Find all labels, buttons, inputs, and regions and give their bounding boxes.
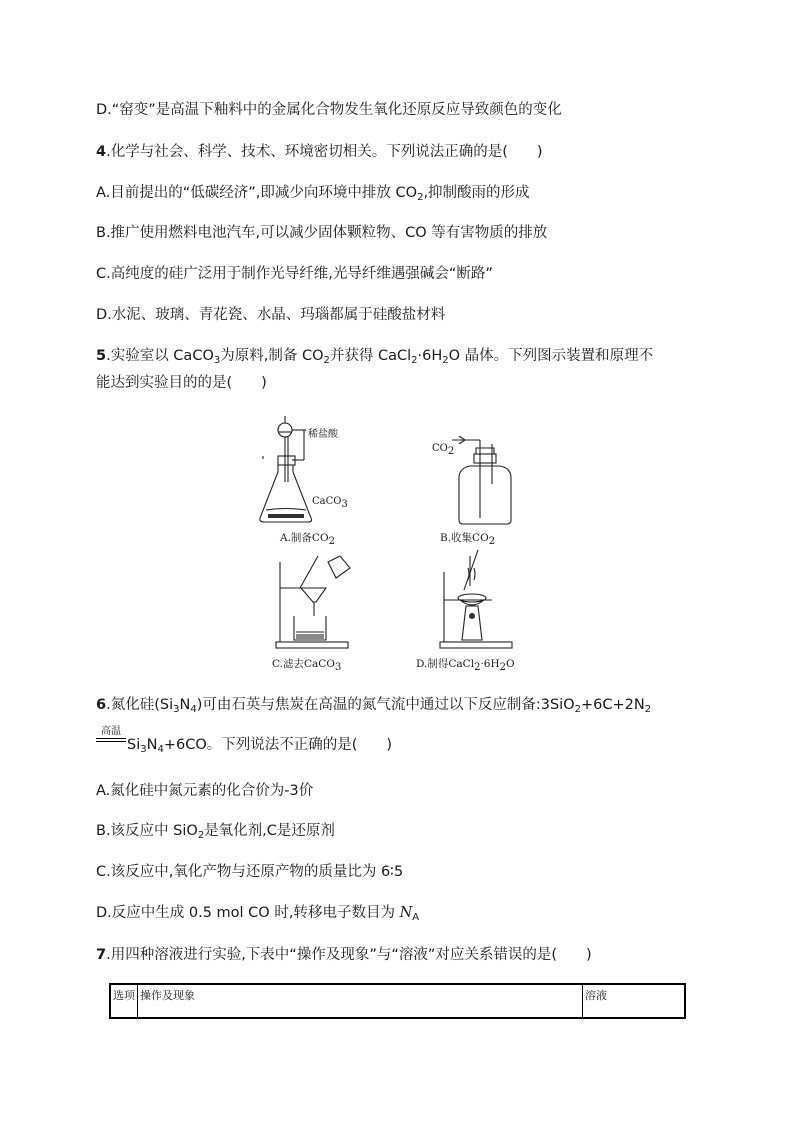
label-dilute-hcl: 稀盐酸 <box>308 429 338 440</box>
caption-a <box>280 530 335 545</box>
q6-option-d <box>96 903 419 923</box>
q6-stem-d: +6C+2N <box>581 697 645 713</box>
subscript: 2 <box>447 446 455 457</box>
header-solution: 溶液 <box>583 984 686 1018</box>
subscript: 2 <box>574 704 581 715</box>
caption-c <box>272 656 341 671</box>
q5-number: 5 <box>96 348 107 364</box>
q7-number: 7 <box>96 947 107 963</box>
q5-stem-a: .实验室以 CaCO <box>106 348 214 364</box>
q4-option-b: B.推广使用燃料电池汽车,可以减少固体颗粒物、CO 等有害物质的排放 <box>96 225 548 241</box>
label-co2-inlet <box>432 443 455 457</box>
subscript: 3 <box>341 499 348 510</box>
q5-stem-line2: 能达到实验目的的是( ) <box>96 375 267 391</box>
q6-stem-b: N <box>179 697 191 713</box>
q6-line2-a: Si <box>127 737 141 753</box>
subscript: 3 <box>173 704 180 715</box>
subscript: 2 <box>417 192 424 203</box>
caption-d-tail: O <box>506 658 515 670</box>
q4-option-c: C.高纯度的硅广泛用于制作光导纤维,光导纤维遇强碱会“断路” <box>96 266 493 282</box>
header-operation: 操作及现象 <box>138 984 583 1018</box>
caption-b-text: B.收集CO <box>440 532 489 544</box>
subscript: 2 <box>323 355 330 366</box>
subscript: 2 <box>474 662 481 673</box>
q6-number: 6 <box>96 697 107 713</box>
q4-option-a-text: A.目前提出的“低碳经济”,即减少向环境中排放 CO <box>96 185 418 201</box>
equals-sign <box>96 738 126 742</box>
q7-stem <box>96 945 592 965</box>
subscript: 3 <box>213 355 221 366</box>
caption-d-mid: ·6H <box>480 658 500 670</box>
q6-option-c: C.该反应中,氧化产物与还原产物的质量比为 6∶5 <box>96 864 404 880</box>
caption-d-text: D.制得CaCl <box>416 658 475 670</box>
subscript: 2 <box>197 830 205 841</box>
label-co2-text: CO <box>432 443 448 454</box>
table-header-row <box>110 984 685 1018</box>
caption-c-text: C.滤去CaCO <box>272 658 335 670</box>
q5-stem-e: O 晶体。下列图示装置和原理不 <box>448 348 654 364</box>
q6-option-d-text: D.反应中生成 0.5 mol CO 时,转移电子数目为 <box>96 905 400 921</box>
label-caco3-text: CaCO <box>312 496 342 507</box>
subscript: 2 <box>644 704 652 715</box>
subscript: 2 <box>411 355 418 366</box>
subscript: 2 <box>499 662 507 673</box>
subscript: A <box>412 912 420 923</box>
q6-option-a: A.氮化硅中氮元素的化合价为-3价 <box>96 783 314 799</box>
q6-line2-b: N <box>146 737 158 753</box>
q6-option-b-tail: 是氧化剂,C是还原剂 <box>204 823 335 839</box>
header-option: 选项 <box>110 984 138 1018</box>
q7-stem-text: .用四种溶液进行实验,下表中“操作及现象”与“溶液”对应关系错误的是( ) <box>106 947 592 963</box>
q5-stem-c: 并获得 CaCl <box>329 348 412 364</box>
q6-stem-line2 <box>127 735 392 755</box>
q6-line2-c: +6CO。下列说法不正确的是( ) <box>163 737 393 753</box>
q6-option-b-text: B.该反应中 SiO <box>96 823 198 839</box>
subscript: 2 <box>488 536 496 547</box>
q4-option-d: D.水泥、玻璃、青花瓷、水晶、玛瑙都属于硅酸盐材料 <box>96 307 446 323</box>
q6-stem <box>96 695 651 715</box>
q6-stem-a: .氮化硅(Si <box>106 697 174 713</box>
caption-b <box>440 530 495 545</box>
subscript: 4 <box>190 704 197 715</box>
subscript: 2 <box>328 536 335 547</box>
q6-option-b <box>96 821 335 841</box>
q6-stem-c: )可由石英与焦炭在高温的氮气流中通过以下反应制备:3SiO <box>196 697 575 713</box>
avogadro-symbol: N <box>399 905 413 921</box>
subscript: 3 <box>140 744 147 755</box>
subscript: 2 <box>442 355 449 366</box>
q4-stem <box>96 142 543 162</box>
q4-number: 4 <box>96 144 107 160</box>
q4-option-a-tail: ,抑制酸雨的形成 <box>423 185 530 201</box>
q5-stem-b: 为原料,制备 CO <box>220 348 324 364</box>
q4-stem-text: .化学与社会、科学、技术、环境密切相关。下列说法正确的是( ) <box>106 144 543 160</box>
q5-stem <box>96 346 653 366</box>
caption-a-text: A.制备CO <box>280 532 329 544</box>
q3-option-d: D.“窑变”是高温下釉料中的金属化合物发生氧化还原反应导致颜色的变化 <box>96 102 562 118</box>
caption-d <box>416 656 515 671</box>
apparatus-figure <box>256 410 546 675</box>
q7-table <box>109 983 686 1019</box>
label-caco3 <box>312 496 348 510</box>
reaction-condition: 高温 <box>101 726 121 737</box>
q4-option-a <box>96 183 530 203</box>
subscript: 4 <box>157 744 164 755</box>
subscript: 3 <box>334 662 342 673</box>
q5-stem-d: ·6H <box>417 348 443 364</box>
